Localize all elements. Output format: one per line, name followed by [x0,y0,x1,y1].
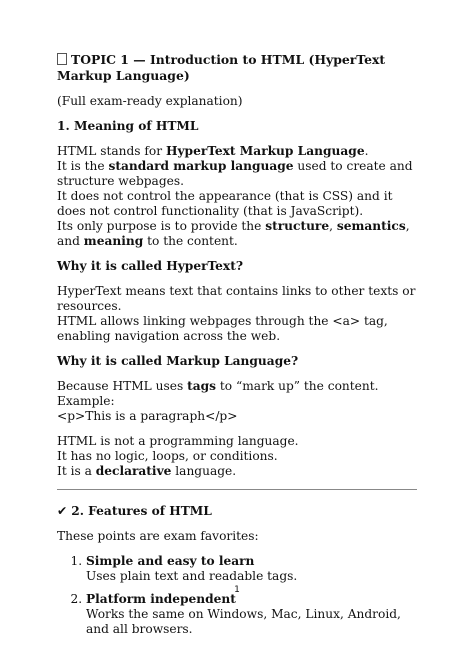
features-heading-text: 2. Features of HTML [71,504,212,518]
meaning-heading: 1. Meaning of HTML [57,119,199,133]
markup-note-paragraph [57,434,419,479]
example-label: Example: [57,394,115,408]
text-span: to “mark up” the content. [216,379,379,393]
text-span: . [364,144,369,158]
bold-text: declarative [95,464,172,478]
bold-text: HyperText Markup Language [165,144,365,158]
meaning-paragraph [57,144,419,249]
list-item [86,554,419,584]
checkmark-icon: ✔ [57,504,68,518]
list-item [86,592,419,637]
checkbox-icon [57,53,67,65]
page-content [57,52,419,645]
markup-heading: Why it is called Markup Language? [57,354,299,368]
section-divider [57,489,417,490]
topic-subtitle: (Full exam-ready explanation) [57,94,243,108]
text-span: Its only purpose is to provide the [57,219,266,233]
markup-paragraph [57,379,419,424]
text-span: , and [57,219,410,248]
hypertext-paragraph [57,284,419,344]
features-intro: These points are exam favorites: [57,529,259,543]
bold-text: structure [265,219,330,233]
features-heading [57,504,419,519]
text-span: used to create and structure webpages. [57,159,413,188]
feature-desc: Uses plain text and readable tags. [86,569,298,583]
text-span: HTML allows linking webpages through the <a> tag, enabling navigation across the web. [57,314,388,343]
bold-text: tags [187,379,217,393]
text-span: HTML is not a programming language. [57,434,299,448]
text-span: It does not control the appearance (that is CSS) and it does not control functionality (that is JavaScript). [57,189,393,218]
example-code: <p>This is a paragraph</p> [57,409,238,423]
text-span: , [329,219,337,233]
topic-title [57,52,419,84]
text-span: HTML stands for [57,144,166,158]
bold-text: standard markup language [108,159,294,173]
feature-title: Simple and easy to learn [86,554,255,568]
topic-title-text: TOPIC 1 — Introduction to HTML (HyperText Markup Language) [57,52,386,83]
text-span: It has no logic, loops, or conditions. [57,449,278,463]
text-span: language. [171,464,237,478]
feature-desc: Works the same on Windows, Mac, Linux, Android, and all browsers. [86,607,401,636]
text-span: to the content. [143,234,238,248]
feature-title: Platform independent [86,592,236,606]
text-span: Because HTML uses [57,379,188,393]
text-span: It is a [57,464,96,478]
bold-text: meaning [83,234,144,248]
bold-text: semantics [336,219,406,233]
page-number: 1 [234,585,240,595]
text-span: It is the [57,159,109,173]
hypertext-heading: Why it is called HyperText? [57,259,243,273]
text-span: HyperText means text that contains links to other texts or resources. [57,284,416,313]
